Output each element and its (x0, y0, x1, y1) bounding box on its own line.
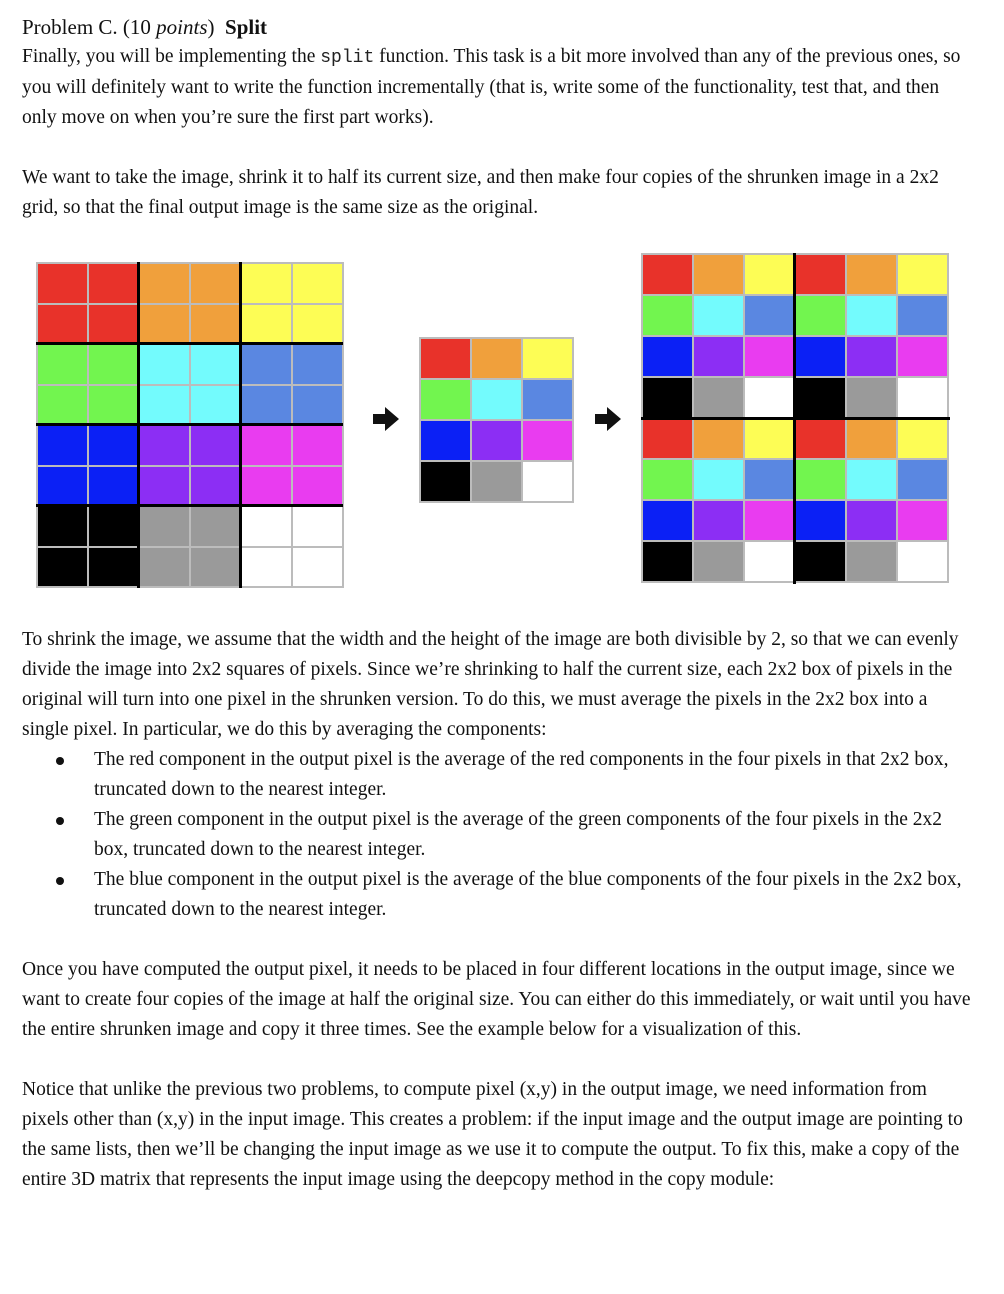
original-pixel (241, 547, 292, 588)
list-item (22, 805, 972, 865)
right-arrow-shape (373, 407, 399, 431)
output-pixel (795, 541, 846, 582)
output-pixel (897, 377, 948, 418)
right-arrow-shape (595, 407, 621, 431)
original-pixel (88, 385, 139, 426)
shrunken-pixel (471, 420, 522, 461)
output-pixel (744, 295, 795, 336)
original-pixel (139, 385, 190, 426)
original-pixel (37, 385, 88, 426)
original-pixel (292, 506, 343, 547)
list-item (22, 865, 972, 925)
output-pixel (642, 459, 693, 500)
original-pixel (37, 344, 88, 385)
shrunken-pixel (522, 461, 573, 502)
paragraph-gap (22, 925, 972, 955)
output-pixel (642, 418, 693, 459)
output-pixel (897, 254, 948, 295)
split-function-code: split (320, 48, 375, 68)
block-divider-horizontal (36, 504, 343, 507)
output-pixel (642, 336, 693, 377)
original-pixel (190, 425, 241, 466)
list-item-text: The green component in the output pixel is the average of the green components of the four pixels in the 2x2 box, truncated down to the nearest integer. (94, 809, 943, 860)
intro-paragraph (22, 42, 972, 133)
output-pixel (642, 295, 693, 336)
component-list (22, 745, 972, 925)
output-pixel (897, 500, 948, 541)
bullet-icon (56, 877, 64, 885)
original-pixel (37, 304, 88, 345)
shrunken-pixel (522, 338, 573, 379)
output-pixel (744, 500, 795, 541)
output-pixel (795, 377, 846, 418)
output-pixel (693, 377, 744, 418)
original-pixel (190, 344, 241, 385)
original-pixel (88, 304, 139, 345)
original-pixel (190, 304, 241, 345)
output-pixel (642, 500, 693, 541)
output-pixel (693, 418, 744, 459)
output-pixel (693, 254, 744, 295)
shrunken-pixel (471, 461, 522, 502)
output-pixel (744, 377, 795, 418)
original-pixel (139, 263, 190, 304)
output-pixel (846, 254, 897, 295)
paragraph-gap (22, 133, 972, 163)
original-pixel (292, 547, 343, 588)
original-pixel (139, 506, 190, 547)
output-pixel (693, 500, 744, 541)
output-pixel (744, 336, 795, 377)
right-arrow-icon (595, 407, 621, 431)
original-pixel (241, 466, 292, 507)
output-pixel (795, 295, 846, 336)
original-pixel (292, 344, 343, 385)
output-pixel (744, 418, 795, 459)
shrunken-image-grid (419, 337, 574, 503)
points-label: points (156, 15, 208, 39)
output-pixel (846, 541, 897, 582)
output-pixel (795, 254, 846, 295)
output-pixel (795, 459, 846, 500)
output-pixel (642, 541, 693, 582)
list-item (22, 745, 972, 805)
original-pixel (241, 344, 292, 385)
output-pixel (897, 541, 948, 582)
output-pixel (897, 459, 948, 500)
shrunken-pixel (420, 379, 471, 420)
block-divider-horizontal (36, 342, 343, 345)
original-pixel (241, 304, 292, 345)
original-pixel (88, 466, 139, 507)
output-pixel (897, 418, 948, 459)
output-pixel (846, 377, 897, 418)
intro-text-start: Finally, you will be implementing the (22, 46, 321, 67)
notice-paragraph: Notice that unlike the previous two problems, to compute pixel (x,y) in the output image, we need information from pixels other than (x,y) in the input image. This creates a problem: if the input image and the output image are pointing to the same lists, then we’ll be changing the input image as we use it to compute the output. To fix this, make a copy of the entire 3D matrix that represents the input image using the deepcopy method in the copy module: (22, 1079, 963, 1190)
original-pixel (139, 466, 190, 507)
original-pixel (190, 506, 241, 547)
shrunken-pixel (522, 420, 573, 461)
document-page (22, 12, 972, 1195)
original-pixel (88, 506, 139, 547)
problem-label: Problem C. (10 (22, 15, 157, 39)
original-pixel (37, 466, 88, 507)
output-pixel (846, 459, 897, 500)
original-pixel (139, 344, 190, 385)
list-item-text: The red component in the output pixel is the average of the red components in the four pixels in that 2x2 box, truncated down to the nearest integer. (94, 749, 949, 800)
original-pixel (241, 263, 292, 304)
output-pixel (897, 295, 948, 336)
output-pixel (693, 336, 744, 377)
list-item-text: The blue component in the output pixel is the average of the blue components of the four pixels in the 2x2 box, truncated down to the nearest integer. (94, 869, 962, 920)
output-pixel (642, 254, 693, 295)
problem-heading (22, 12, 972, 42)
problem-name: Split (225, 15, 268, 39)
original-pixel (241, 506, 292, 547)
output-pixel (897, 336, 948, 377)
shrunken-pixel (522, 379, 573, 420)
output-pixel (744, 459, 795, 500)
original-pixel (37, 506, 88, 547)
output-pixel (795, 336, 846, 377)
intro-text-end: function. This task is a bit more involved than any of the previous ones, so you will definitely want to write the function incrementally (that is, write some of the functionality, test that, and then only move on when you’re sure the first part works). (22, 46, 961, 128)
output-pixel (693, 541, 744, 582)
split-diagram (22, 233, 972, 625)
shrunken-pixel (420, 338, 471, 379)
original-pixel (88, 263, 139, 304)
original-pixel (241, 425, 292, 466)
output-pixel (846, 418, 897, 459)
output-pixel (693, 459, 744, 500)
original-pixel (139, 304, 190, 345)
original-pixel (292, 304, 343, 345)
paragraph-gap (22, 1045, 972, 1075)
goal-paragraph: We want to take the image, shrink it to half its current size, and then make four copies of the shrunken image in a 2x2 grid, so that the final output image is the same size as the original. (22, 167, 939, 218)
original-pixel (88, 344, 139, 385)
placement-paragraph: Once you have computed the output pixel, it needs to be placed in four different locations in the output image, since we want to create four copies of the image at half the original size. You can either do this immediately, or wait until you have the entire shrunken image and copy it three times. See the example below for a visualization of this. (22, 959, 971, 1040)
output-pixel (693, 295, 744, 336)
original-pixel (292, 466, 343, 507)
original-pixel (190, 263, 241, 304)
original-pixel (37, 425, 88, 466)
output-pixel (744, 541, 795, 582)
right-arrow-icon (373, 407, 399, 431)
shrunken-pixel (471, 379, 522, 420)
output-pixel (846, 336, 897, 377)
original-pixel (190, 466, 241, 507)
shrunken-pixel (420, 461, 471, 502)
original-pixel (88, 425, 139, 466)
quadrant-divider-horizontal (641, 417, 950, 420)
original-pixel (292, 385, 343, 426)
points-close: ) (207, 15, 215, 39)
original-pixel (292, 263, 343, 304)
output-pixel (795, 500, 846, 541)
original-pixel (139, 547, 190, 588)
shrunken-pixel (471, 338, 522, 379)
bullet-icon (56, 757, 64, 765)
output-pixel (795, 418, 846, 459)
original-pixel (292, 425, 343, 466)
original-pixel (37, 263, 88, 304)
output-pixel (846, 500, 897, 541)
output-pixel (642, 377, 693, 418)
original-pixel (37, 547, 88, 588)
original-pixel (241, 385, 292, 426)
original-pixel (88, 547, 139, 588)
shrunken-pixel (420, 420, 471, 461)
output-pixel (846, 295, 897, 336)
original-pixel (190, 547, 241, 588)
shrink-paragraph: To shrink the image, we assume that the width and the height of the image are both divisible by 2, so that we can evenly divide the image into 2x2 squares of pixels. Since we’re shrinking to half the current size, each 2x2 box of pixels in the original will turn into one pixel in the shrunken version. To do this, we must average the pixels in the 2x2 box into a single pixel. In particular, we do this by averaging the components: (22, 629, 959, 740)
output-pixel (744, 254, 795, 295)
bullet-icon (56, 817, 64, 825)
original-pixel (190, 385, 241, 426)
block-divider-horizontal (36, 423, 343, 426)
original-pixel (139, 425, 190, 466)
